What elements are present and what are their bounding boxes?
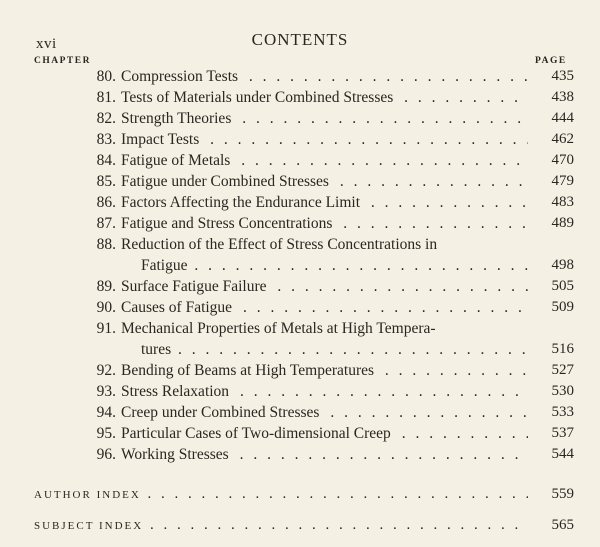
toc-entry-title: Working Stresses [121,446,233,463]
toc-entry-number: 81. [96,89,116,106]
toc-entry [0,360,600,381]
toc-entry-title-line [121,129,528,150]
toc-entry-title: Impact Tests [121,131,203,148]
toc-entry-title: Bending of Beams at High Temperatures [121,362,378,379]
subject-index-label: SUBJECT INDEX . . . [34,514,528,537]
toc-entry-title-line [121,444,528,465]
toc-entry-number: 83. [96,131,116,148]
page-title: CONTENTS [251,30,349,49]
toc-entry [0,150,600,171]
toc-entry [0,66,600,87]
toc-entry [0,171,600,192]
toc-entry-title: Mechanical Properties of Metals at High Tempera- [121,320,440,337]
page-column-label: PAGE [535,56,567,66]
toc-entry-number: 94. [96,404,116,421]
author-index-row [0,483,600,505]
toc-entry-number: 93. [96,383,116,400]
toc-entry-page: 527 [551,362,574,378]
toc-entry-page: 516 [551,341,574,357]
toc-entry-page: 444 [551,110,574,126]
toc-entry [0,276,600,297]
toc-entry-number: 89. [96,278,116,295]
toc-entry-title: Strength Theories [121,110,235,127]
toc-entry-title-continuation [141,255,528,276]
toc-entry [0,444,600,465]
toc-entry [0,297,600,318]
toc-entry-page: 498 [551,257,574,273]
toc-entry-title: Particular Cases of Two-dimensional Creep [121,425,395,442]
toc-entry-title-line [121,87,528,108]
author-index-label: AUTHOR INDEX . . . [34,483,528,506]
toc-entry [0,423,600,444]
toc-entry-title-continuation-text: Fatigue [141,257,188,274]
subject-index-page: 565 [551,517,574,533]
toc-entry-page: 462 [551,131,574,147]
toc-entry-number: 85. [96,173,116,190]
toc-entry-title: Fatigue of Metals [121,152,234,169]
subject-index-row [0,514,600,536]
toc-entry-number: 91. [96,320,116,337]
toc-entry-title: Creep under Combined Stresses [121,404,323,421]
toc-entry-title-line [121,402,528,423]
toc-entry-title-continuation [141,339,528,360]
toc-entry-title-line [121,108,528,129]
toc-entry-page: 438 [551,89,574,105]
toc-entry-page: 544 [551,446,574,462]
toc-entry-page: 533 [551,404,574,420]
toc-entry-title-line [121,171,528,192]
toc-entry-title-line [121,213,528,234]
toc-entry-page: 489 [551,215,574,231]
toc-entry-title-line [121,297,528,318]
toc-entry-title: Reduction of the Effect of Stress Concentrations in [121,236,441,253]
toc-entry-title-line [121,192,528,213]
toc-entry-title-continuation-text: tures [141,341,172,358]
toc-entry [0,318,600,360]
toc-entry-number: 82. [96,110,116,127]
toc-entry-number: 96. [96,446,116,463]
contents-list [0,66,600,465]
toc-entry-title-line [121,276,528,297]
toc-entry [0,402,600,423]
toc-entry-page: 505 [551,278,574,294]
toc-entry-page: 470 [551,152,574,168]
toc-entry-number: 87. [96,215,116,232]
toc-entry-number: 88. [96,236,116,253]
toc-entry-title-line [121,66,528,87]
toc-entry-title: Fatigue under Combined Stresses [121,173,333,190]
page-folio: xvi [36,36,57,52]
toc-entry [0,192,600,213]
toc-entry-title: Fatigue and Stress Concentrations [121,215,336,232]
toc-entry-title: Factors Affecting the Endurance Limit [121,194,364,211]
toc-entry-title: Surface Fatigue Failure [121,278,270,295]
toc-entry-number: 84. [96,152,116,169]
toc-entry-page: 530 [551,383,574,399]
toc-entry-number: 86. [96,194,116,211]
author-index-page: 559 [551,486,574,502]
toc-entry [0,234,600,276]
toc-entry-title-line [121,381,528,402]
chapter-column-label: CHAPTER [34,56,91,66]
toc-entry-title: Stress Relaxation [121,383,233,400]
toc-entry-page: 483 [551,194,574,210]
toc-entry-page: 509 [551,299,574,315]
toc-entry [0,381,600,402]
toc-entry-number: 80. [96,68,116,85]
toc-entry-page: 479 [551,173,574,189]
toc-entry [0,213,600,234]
toc-entry-title-line [121,318,528,339]
toc-entry-title-line [121,234,528,255]
toc-entry-title-line [121,150,528,171]
toc-entry [0,87,600,108]
toc-entry [0,129,600,150]
toc-entry-page: 435 [551,68,574,84]
toc-entry-page: 537 [551,425,574,441]
toc-entry-number: 92. [96,362,116,379]
toc-entry-title: Tests of Materials under Combined Stresses [121,89,397,106]
toc-entry-number: 95. [96,425,116,442]
toc-entry-title-line [121,360,528,381]
toc-entry-title-line [121,423,528,444]
toc-entry-title: Compression Tests [121,68,242,85]
toc-entry-title: Causes of Fatigue [121,299,236,316]
toc-entry-number: 90. [96,299,116,316]
toc-entry [0,108,600,129]
